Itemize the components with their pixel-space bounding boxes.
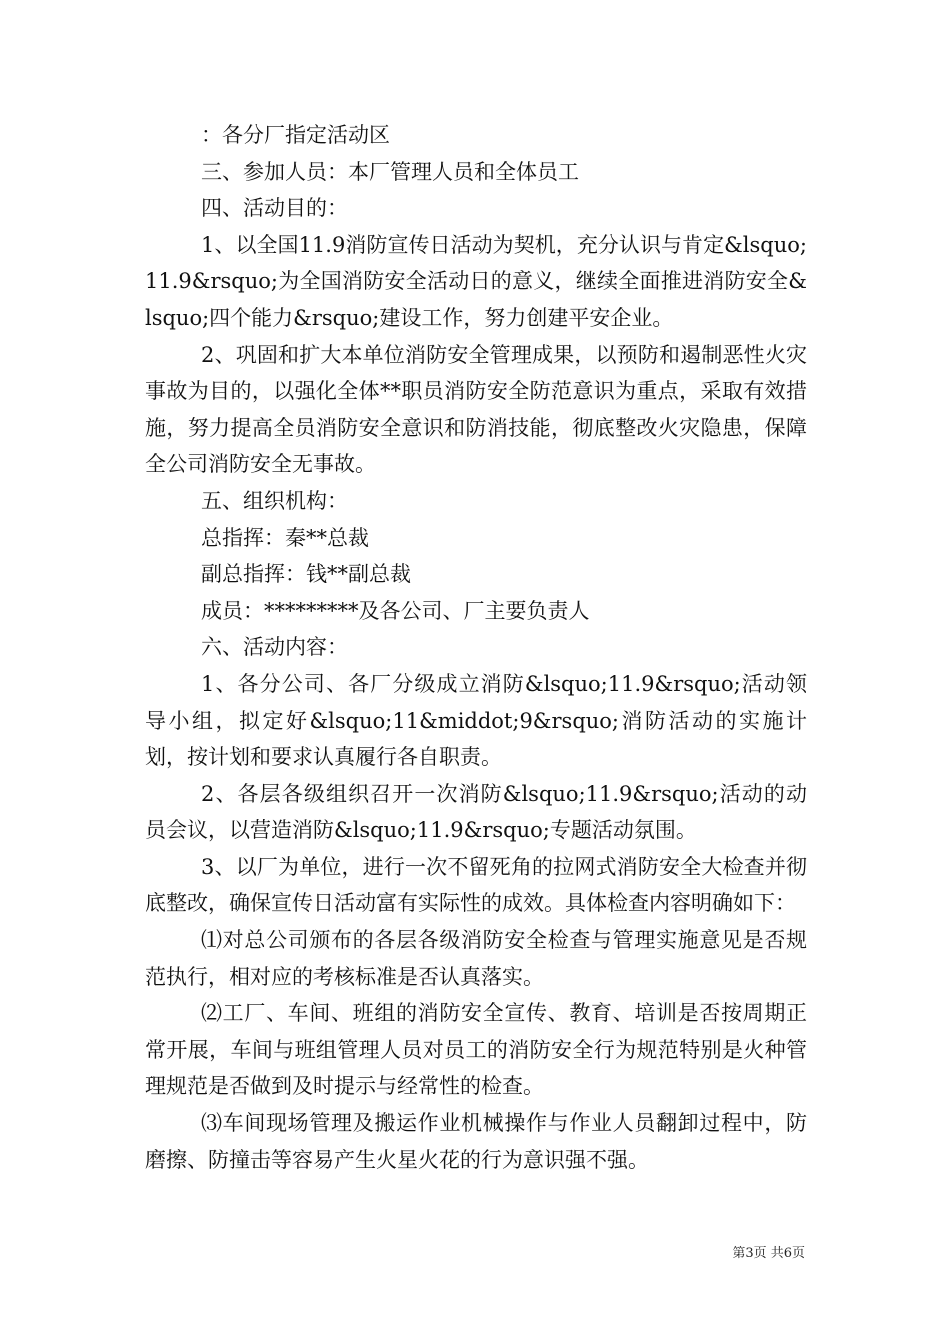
paragraph-participants: 三、参加人员：本厂管理人员和全体员工	[201, 159, 579, 184]
paragraph-content-3: 3、以厂为单位，进行一次不留死角的拉网式消防安全大检查并彻底整改，确保宣传日活动富有实际性的成效。具体检查内容明确如下：	[145, 854, 807, 916]
paragraph-members: 成员：*********及各公司、厂主要负责人	[201, 598, 590, 623]
paragraph-location: ：各分厂指定活动区	[201, 123, 390, 147]
document-body	[145, 117, 807, 1178]
paragraph-commander: 总指挥：秦**总裁	[201, 525, 369, 550]
paragraph-content-heading: 六、活动内容：	[201, 635, 348, 660]
paragraph-check-item-1: ⑴对总公司颁布的各层各级消防安全检查与管理实施意见是否规范执行，相对应的考核标准是否认真落实。	[145, 928, 807, 989]
paragraph-purpose-1: 1、以全国11.9消防宣传日活动为契机，充分认识与肯定&lsquo;11.9&rsquo;为全国消防安全活动日的意义，继续全面推进消防安全&lsquo;四个能力&rsquo;建设工作，努力创建平安企业。	[145, 232, 807, 330]
paragraph-content-1: 1、各分公司、各厂分级成立消防&lsquo;11.9&rsquo;活动领导小组，拟定好&lsquo;11&middot;9&rsquo;消防活动的实施计划，按计划和要求认真履行各自职责。	[145, 671, 807, 770]
paragraph-deputy-commander: 副总指挥：钱**副总裁	[201, 562, 411, 587]
page-number-footer: 第3页 共6页	[732, 1246, 805, 1261]
paragraph-content-2: 2、各层各级组织召开一次消防&lsquo;11.9&rsquo;活动的动员会议，以营造消防&lsquo;11.9&rsquo;专题活动氛围。	[145, 781, 807, 843]
paragraph-check-item-3: ⑶车间现场管理及搬运作业机械操作与作业人员翻卸过程中，防磨擦、防撞击等容易产生火星火花的行为意识强不强。	[145, 1111, 807, 1172]
paragraph-check-item-2: ⑵工厂、车间、班组的消防安全宣传、教育、培训是否按周期正常开展，车间与班组管理人员对员工的消防安全行为规范特别是火种管理规范是否做到及时提示与经常性的检查。	[145, 1001, 807, 1099]
paragraph-organization-heading: 五、组织机构：	[201, 488, 348, 513]
paragraph-purpose-heading: 四、活动目的：	[201, 196, 348, 221]
paragraph-purpose-2: 2、巩固和扩大本单位消防安全管理成果，以预防和遏制恶性火灾事故为目的，以强化全体**职员消防安全防范意识为重点，采取有效措施，努力提高全员消防安全意识和防消技能，彻底整改火灾隐患，保障全公司消防安全无事故。	[145, 342, 807, 477]
